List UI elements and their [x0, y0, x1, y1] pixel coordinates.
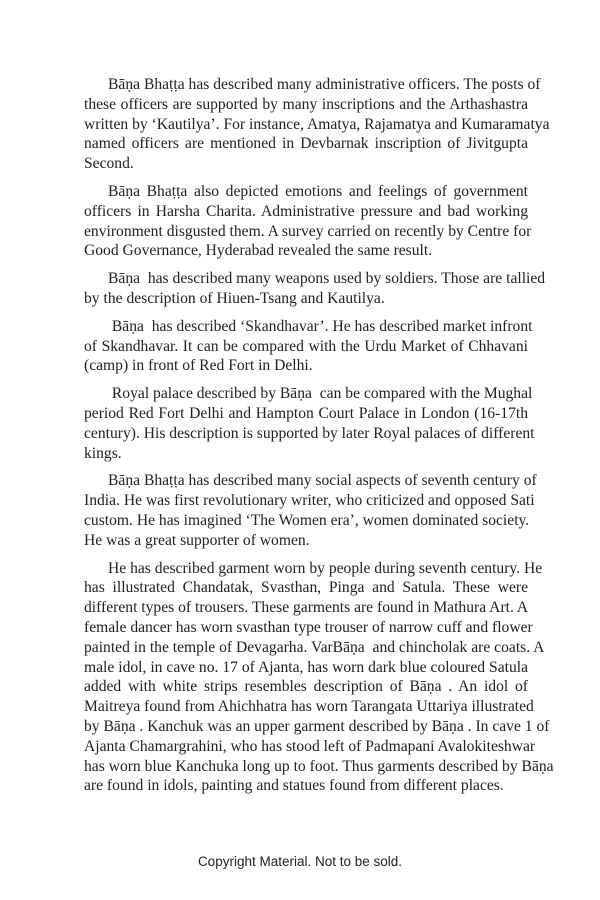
copyright-footer: Copyright Material. Not to be sold. — [197, 854, 403, 869]
text-line: has worn blue Kanchuka long up to foot. Thus garments described by Bāṇa — [84, 757, 554, 775]
text-line: Maitreya found from Ahichhatra has worn Tarangata Uttariya illustrated — [84, 698, 534, 716]
text-line: painted in the temple of Devagarha. VarBāṇa and chincholak are coats. A — [84, 638, 545, 656]
text-line: (camp) in front of Red Fort in Delhi. — [84, 357, 313, 375]
paragraph — [84, 75, 550, 174]
paragraph — [84, 317, 533, 376]
text-line: officers in Harsha Charita. Administrative pressure and bad working — [84, 202, 528, 220]
text-line: custom. He has imagined ‘The Women era’, women dominated society. — [84, 511, 530, 529]
text-line: kings. — [84, 444, 122, 462]
paragraph — [84, 182, 532, 261]
text-line: Bāṇa Bhaṭṭa has described many administrative officers. The posts of — [108, 76, 541, 93]
text-line: century). His description is supported by later Royal palaces of different — [84, 424, 535, 442]
text-line: different types of trousers. These garments are found in Mathura Art. A — [84, 599, 529, 617]
text-line: added with white strips resembles description of Bāṇa . An idol of — [84, 678, 528, 696]
text-line: Royal palace described by Bāṇa can be compared with the Mughal — [108, 385, 533, 403]
text-line: He has described garment worn by people during seventh century. He — [108, 559, 543, 577]
paragraph — [84, 384, 535, 463]
text-line: by Bāṇa . Kanchuk was an upper garment described by Bāṇa . In cave 1 of — [84, 717, 550, 735]
page-body — [84, 75, 554, 804]
text-line: environment disgusted them. A survey carried on recently by Centre for — [84, 222, 532, 240]
text-line: male idol, in cave no. 17 of Ajanta, has worn dark blue coloured Satula — [84, 658, 528, 676]
text-line: written by ‘Kautilya’. For instance, Amatya, Rajamatya and Kumaramatya — [84, 115, 550, 133]
text-line: female dancer has worn svasthan type trouser of narrow cuff and flower — [84, 618, 533, 636]
text-line: Ajanta Chamargrahini, who has stood left of Padmapani Avalokiteshwar — [84, 737, 536, 755]
paragraph — [84, 471, 537, 550]
paragraph — [84, 559, 554, 797]
text-line: has illustrated Chandatak, Svasthan, Pinga and Satula. These were — [84, 579, 528, 597]
text-line: Second. — [84, 155, 134, 173]
text-line: Bāṇa has described many weapons used by soldiers. Those are tallied — [108, 270, 546, 288]
text-line: India. He was first revolutionary writer, who criticized and opposed Sati — [84, 492, 535, 510]
paragraph — [84, 269, 546, 309]
text-line: period Red Fort Delhi and Hampton Court Palace in London (16-17th — [84, 404, 528, 422]
text-line: by the description of Hiuen-Tsang and Kautilya. — [84, 289, 385, 307]
text-line: Bāṇa Bhaṭṭa also depicted emotions and feelings of government — [108, 182, 528, 200]
text-line: are found in idols, painting and statues found from different places. — [84, 777, 504, 795]
text-line: of Skandhavar. It can be compared with the Urdu Market of Chhavani — [84, 337, 528, 355]
text-line: Bāṇa Bhaṭṭa has described many social aspects of seventh century of — [108, 472, 537, 490]
text-line: Bāṇa has described ‘Skandhavar’. He has described market infront — [108, 317, 533, 335]
text-line: Good Governance, Hyderabad revealed the same result. — [84, 242, 433, 260]
text-line: He was a great supporter of women. — [84, 531, 310, 549]
text-line: these officers are supported by many inscriptions and the Arthashastra — [84, 95, 528, 113]
text-line: named officers are mentioned in Devbarnak inscription of Jivitgupta — [84, 135, 528, 153]
